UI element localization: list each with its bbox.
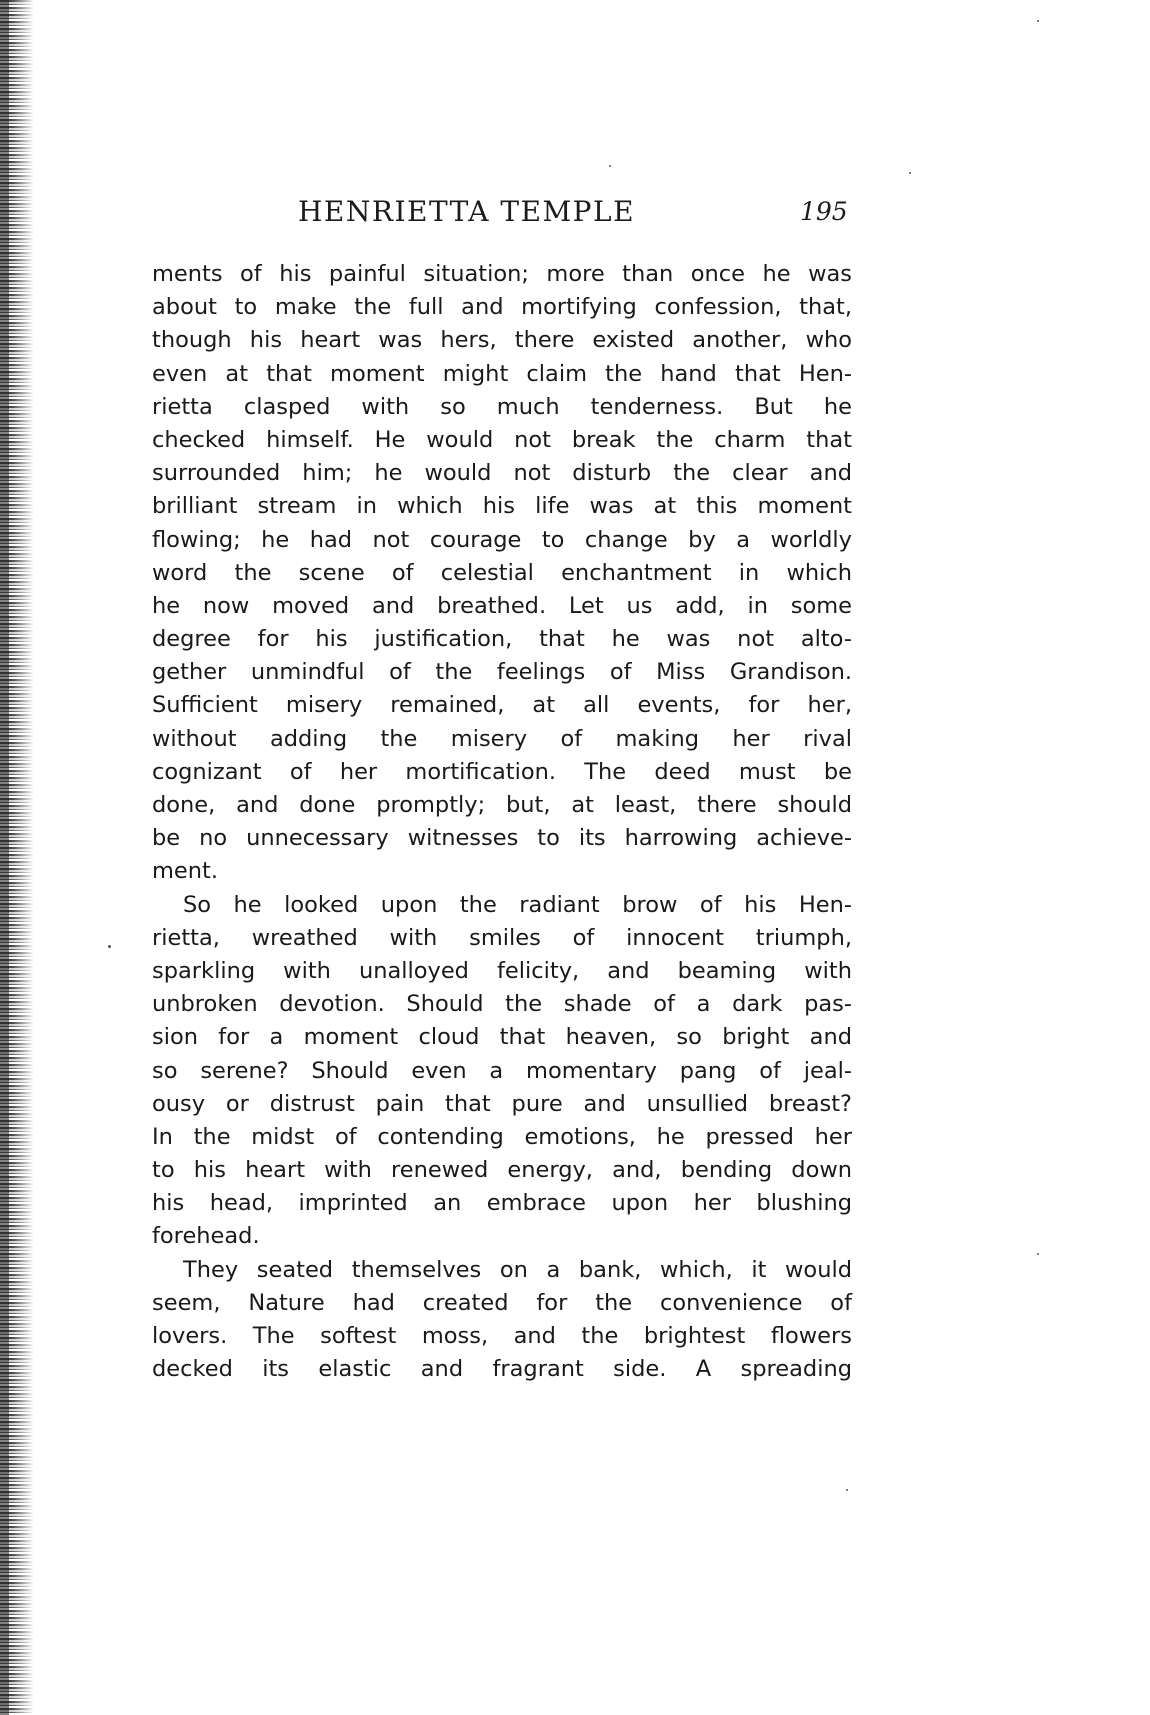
text-line: without adding the misery of making her rival — [152, 725, 852, 752]
text-line: Sufficient misery remained, at all events, for her, — [152, 692, 852, 719]
text-line: degree for his justification, that he was not alto- — [152, 626, 852, 653]
text-line: so serene? Should even a momentary pang of jeal- — [152, 1057, 852, 1084]
scan-speck — [108, 945, 111, 948]
text-line: even at that moment might claim the hand that Hen- — [152, 360, 852, 387]
text-line: ment. — [152, 858, 218, 885]
text-line: lovers. The softest moss, and the brightest flowers — [152, 1323, 852, 1349]
text-line: surrounded him; he would not disturb the clear and — [152, 460, 852, 487]
text-line: sparkling with unalloyed felicity, and beaming with — [152, 957, 852, 984]
text-line: decked its elastic and fragrant side. A spreading — [152, 1356, 852, 1383]
page-number: 195 — [800, 197, 848, 226]
text-line: ousy or distrust pain that pure and unsullied breast? — [152, 1090, 852, 1117]
scan-speck — [1037, 20, 1039, 22]
text-line: checked himself. He would not break the charm that — [152, 426, 852, 453]
text-line: he now moved and breathed. Let us add, in some — [152, 592, 852, 619]
paragraph — [152, 1254, 852, 1387]
text-line: about to make the full and mortifying confession, that, — [152, 294, 852, 321]
scan-speck — [909, 172, 911, 174]
text-line: though his heart was hers, there existed another, who — [152, 327, 852, 354]
running-head: HENRIETTA TEMPLE — [298, 195, 636, 228]
paragraph — [152, 889, 852, 1254]
text-line: unbroken devotion. Should the shade of a dark pas- — [152, 991, 852, 1018]
text-line: seem, Nature had created for the convenience of — [152, 1289, 852, 1316]
text-line: rietta clasped with so much tenderness. But he — [152, 393, 852, 420]
text-line: They seated themselves on a bank, which, it would — [183, 1256, 852, 1283]
text-line: to his heart with renewed energy, and, bending down — [152, 1157, 852, 1184]
text-line: In the midst of contending emotions, he pressed her — [152, 1123, 852, 1150]
text-line: ments of his painful situation; more than once he was — [152, 261, 852, 287]
scan-speck — [609, 165, 611, 167]
scan-speck — [846, 1489, 848, 1491]
body-text — [152, 258, 852, 1386]
binding-edge — [0, 0, 34, 1715]
text-line: rietta, wreathed with smiles of innocent triumph, — [152, 924, 852, 951]
text-line: cognizant of her mortification. The deed must be — [152, 758, 852, 785]
scan-speck — [1037, 1253, 1039, 1255]
text-line: his head, imprinted an embrace upon her blushing — [152, 1190, 852, 1217]
text-line: forehead. — [152, 1223, 260, 1250]
paragraph — [152, 258, 852, 889]
text-line: flowing; he had not courage to change by a worldly — [152, 526, 852, 553]
text-line: be no unnecessary witnesses to its harrowing achieve- — [152, 825, 852, 852]
text-line: sion for a moment cloud that heaven, so bright and — [152, 1024, 852, 1051]
text-line: So he looked upon the radiant brow of his Hen- — [183, 891, 852, 918]
text-line: brilliant stream in which his life was at this moment — [152, 493, 852, 520]
text-line: done, and done promptly; but, at least, there should — [152, 792, 852, 818]
text-line: gether unmindful of the feelings of Miss Grandison. — [152, 659, 852, 686]
text-line: word the scene of celestial enchantment in which — [152, 559, 852, 586]
